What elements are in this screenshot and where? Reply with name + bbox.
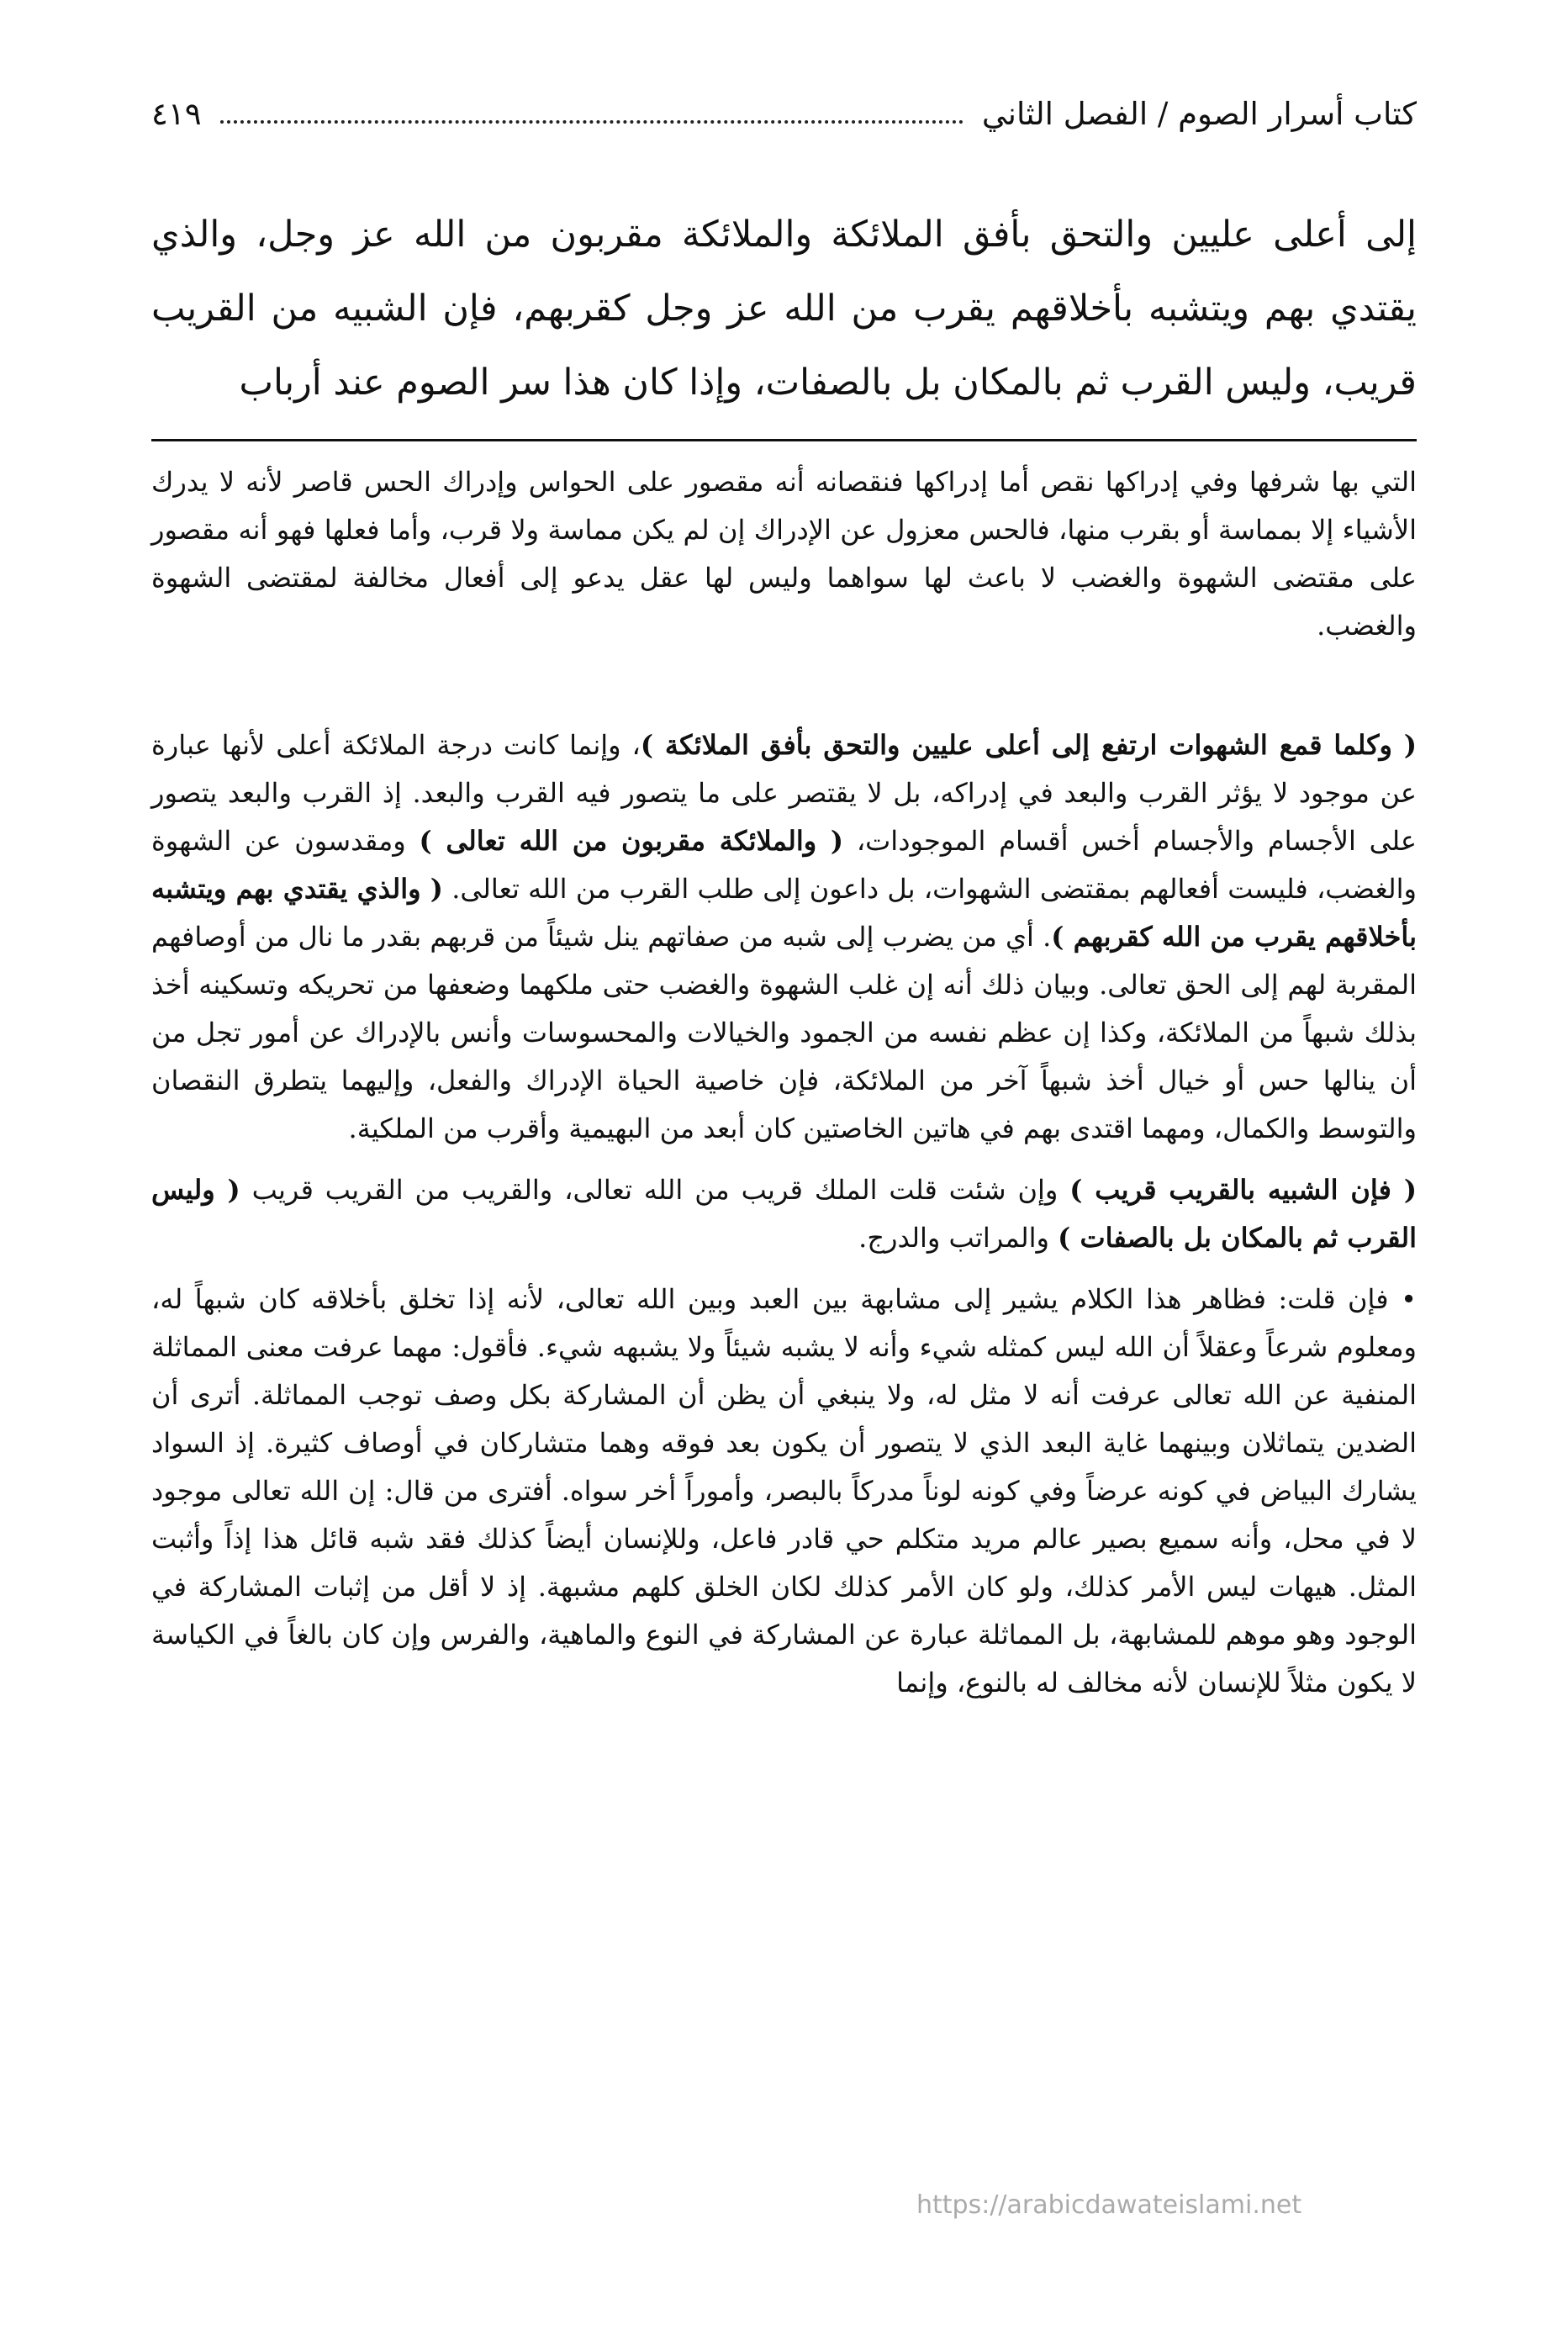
footnote-paragraph: التي بها شرفها وفي إدراكها نقص أما إدراكها فنقصانه أنه مقصور على الحواس وإدراك الحس قاصر لأنه لا يدرك الأشياء إلا بمماسة أو بقرب منها، فالحس معزول عن الإدراك إن لم يكن مماسة ولا قرب، وأما فعلها فهو أنه مقصور على مقتضى الشهوة والغضب لا باعث لها سواهما وليس لها عقل يدعو إلى أفعال مخالفة لمقتضى الشهوة والغضب.	[151, 466, 1418, 642]
quoted-text: ( والملائكة مقربون من الله تعالى )	[419, 825, 844, 857]
commentary-text: والمراتب والدرج.	[858, 1222, 1059, 1254]
quoted-text: ( وكلما قمع الشهوات ارتفع إلى أعلى عليين والتحق بأفق الملائكة )	[640, 729, 1418, 761]
commentary-text: ، وإنما كانت درجة الملائكة أعلى لأنها عبارة عن موجود لا يؤثر القرب والبعد في إدراكه، بل لا يقتصر على ما يتصور فيه القرب والبعد. إذ القرب والبعد يتصور على الأجسام والأجسام أخس أقسام الموجودات،	[151, 729, 1418, 857]
commentary-text: ومقدسون عن الشهوة والغضب، فليست أفعالهم بمقتضى الشهوات، بل داعون إلى طلب القرب من الله تعالى.	[151, 825, 1418, 905]
commentary-paragraph-2	[151, 1166, 1417, 1262]
footnote-divider	[151, 439, 1417, 441]
commentary-text: • فإن قلت: فظاهر هذا الكلام يشير إلى مشابهة بين العبد وبين الله تعالى، لأنه إذا تخلق بأخلاقه كان شبهاً له، ومعلوم شرعاً وعقلاً أن الله ليس كمثله شيء وأنه لا يشبه شيئاً ولا يشبهه شيء. فأقول: مهما عرفت معنى المماثلة المنفية عن الله تعالى عرفت أنه لا مثل له، ولا ينبغي أن يظن أن المشاركة بكل وصف توجب المماثلة. أترى أن الضدين يتماثلان وبينهما غاية البعد الذي لا يتصور أن يكون بعد فوقه وهما متشاركان في أوصاف كثيرة. إذ السواد يشارك البياض في كونه عرضاً وفي كونه لوناً مدركاً بالبصر، وأموراً أخر سواه. أفترى من قال: إن الله تعالى موجود لا في محل، وأنه سميع بصير عالم مريد متكلم حي قادر فاعل، وللإنسان أيضاً كذلك فقد شبه قائل هذا إذاً وأثبت المثل. هيهات ليس الأمر كذلك، ولو كان الأمر كذلك لكان الخلق كلهم مشبهة. إذ لا أقل من إثبات المشاركة في الوجود وهو موهم للمشابهة، بل المماثلة عبارة عن المشاركة في النوع والماهية، والفرس وإن كان بالغاً في الكياسة لا يكون مثلاً للإنسان لأنه مخالف له بالنوع، وإنما	[151, 1283, 1418, 1698]
footnote-block	[151, 458, 1417, 650]
running-header	[151, 84, 1417, 143]
commentary-block	[151, 721, 1417, 1720]
leader-dots	[220, 120, 964, 124]
main-text	[151, 198, 1417, 420]
quoted-text: ( والذي يقتدي بهم ويتشبه بأخلاقهم يقرب من الله كقربهم )	[151, 873, 1418, 953]
commentary-text: . أي من يضرب إلى شبه من صفاتهم ينل شيئاً من قربهم بقدر ما نال من أوصافهم المقربة لهم إلى الحق تعالى. وبيان ذلك أنه إن غلب الشهوة والغضب حتى ملكهما وضعفها من تحريكه وتسكينه أخذ بذلك شبهاً من الملائكة، وكذا إن عظم نفسه من الجمود والخيالات والمحسوسات وأنس بالإدراك عن أمور تجل من أن ينالها حس أو خيال أخذ شبهاً آخر من الملائكة، فإن خاصية الحياة الإدراك والفعل، وإليهما يتطرق النقصان والتوسط والكمال، ومهما اقتدى بهم في هاتين الخاصتين كان أبعد من البهيمية وأقرب من الملكية.	[151, 921, 1417, 1144]
commentary-paragraph-1	[151, 721, 1417, 1153]
quoted-text: ( فإن الشبيه بالقريب قريب )	[1069, 1174, 1418, 1206]
commentary-text: وإن شئت قلت الملك قريب من الله تعالى، والقريب من القريب قريب	[240, 1174, 1070, 1206]
chapter-title: كتاب أسرار الصوم / الفصل الثاني	[981, 95, 1417, 132]
main-text-paragraph: إلى أعلى عليين والتحق بأفق الملائكة والملائكة مقربون من الله عز وجل، والذي يقتدي بهم ويتشبه بأخلاقهم يقرب من الله عز وجل كقربهم، فإن الشبيه من القريب قريب، وليس القرب ثم بالمكان بل بالصفات، وإذا كان هذا سر الصوم عند أرباب	[151, 214, 1417, 404]
commentary-paragraph-3	[151, 1276, 1417, 1707]
page-number: ٤١٩	[151, 95, 202, 132]
quoted-text: ( وليس القرب ثم بالمكان بل بالصفات )	[151, 1174, 1417, 1254]
watermark-url: https://arabicdawateislami.net	[916, 2190, 1302, 2220]
